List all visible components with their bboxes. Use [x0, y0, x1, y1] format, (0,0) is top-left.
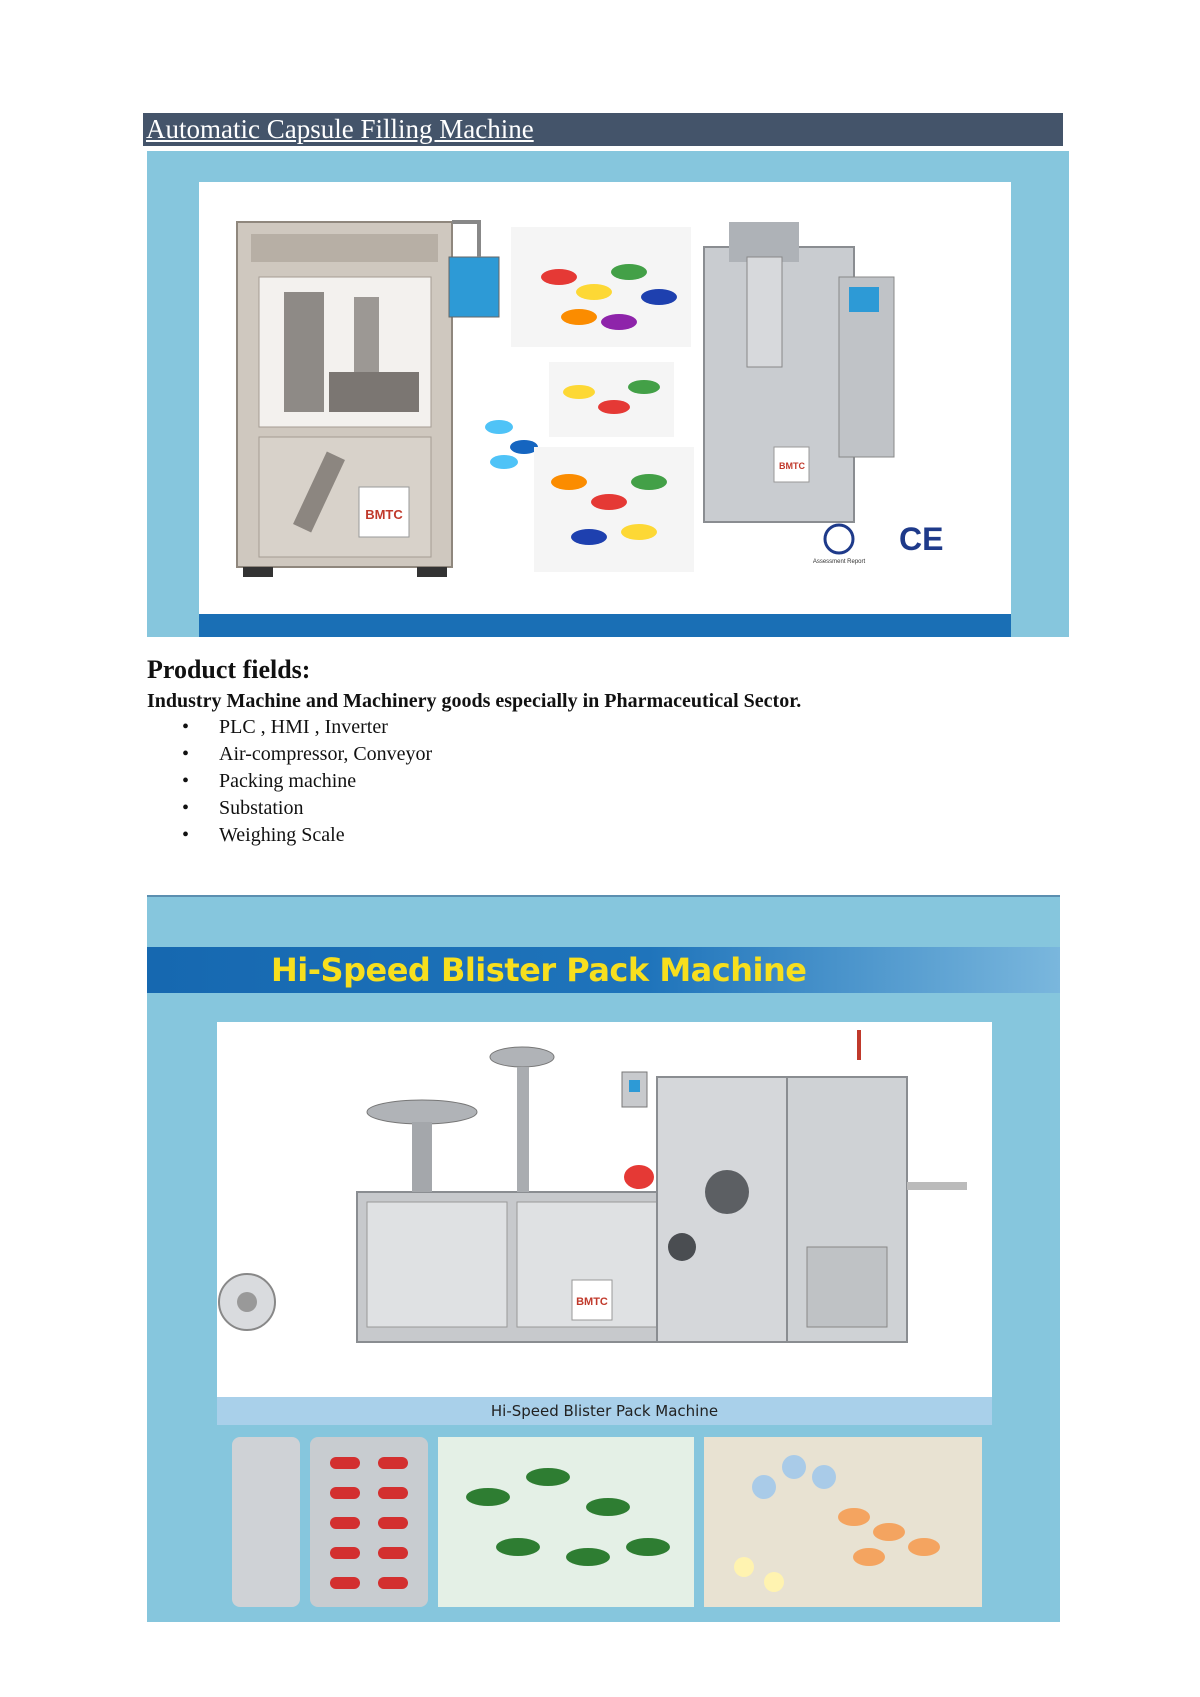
list-item: • Weighing Scale	[178, 822, 432, 849]
photo-bottom-stripe	[199, 614, 1011, 637]
product-fields-list	[178, 714, 432, 849]
blister-logo-text: BMTC	[576, 1296, 608, 1308]
thumbnail-green-softgels	[438, 1437, 694, 1607]
list-item: • Air-compressor, Conveyor	[178, 741, 432, 768]
blister-caption: Hi-Speed Blister Pack Machine	[217, 1397, 992, 1425]
list-item: • Packing machine	[178, 768, 432, 795]
thumbnail-tablets	[232, 1437, 300, 1607]
blister-thumbnails	[232, 1437, 982, 1607]
cert-text: Assessment Report	[812, 559, 866, 565]
logo-text-2: BMTC	[779, 461, 805, 471]
photo-panel	[199, 182, 1011, 628]
blister-machine-photo	[147, 895, 1060, 1622]
blister-banner	[147, 947, 1060, 993]
section-title: Automatic Capsule Filling Machine	[143, 113, 1063, 146]
product-fields-subheading: Industry Machine and Machinery goods especially in Pharmaceutical Sector.	[147, 690, 802, 712]
thumbnail-mixed-pills	[704, 1437, 982, 1607]
logo-text-1: BMTC	[365, 507, 403, 522]
blister-banner-title: Hi-Speed Blister Pack Machine	[271, 951, 807, 989]
capsule-machine-photo	[147, 151, 1069, 637]
ce-mark: CE	[899, 521, 944, 557]
capsule-machine-illustration	[199, 182, 1011, 628]
capsules-illustration	[485, 227, 694, 572]
blister-photo-panel	[217, 1022, 992, 1397]
blister-machine-illustration	[217, 1022, 992, 1397]
thumbnail-capsule-blister	[310, 1437, 428, 1607]
list-item: • PLC , HMI , Inverter	[178, 714, 432, 741]
certification-seal-icon	[825, 525, 853, 553]
list-item: • Substation	[178, 795, 432, 822]
product-fields-heading: Product fields:	[147, 655, 311, 684]
